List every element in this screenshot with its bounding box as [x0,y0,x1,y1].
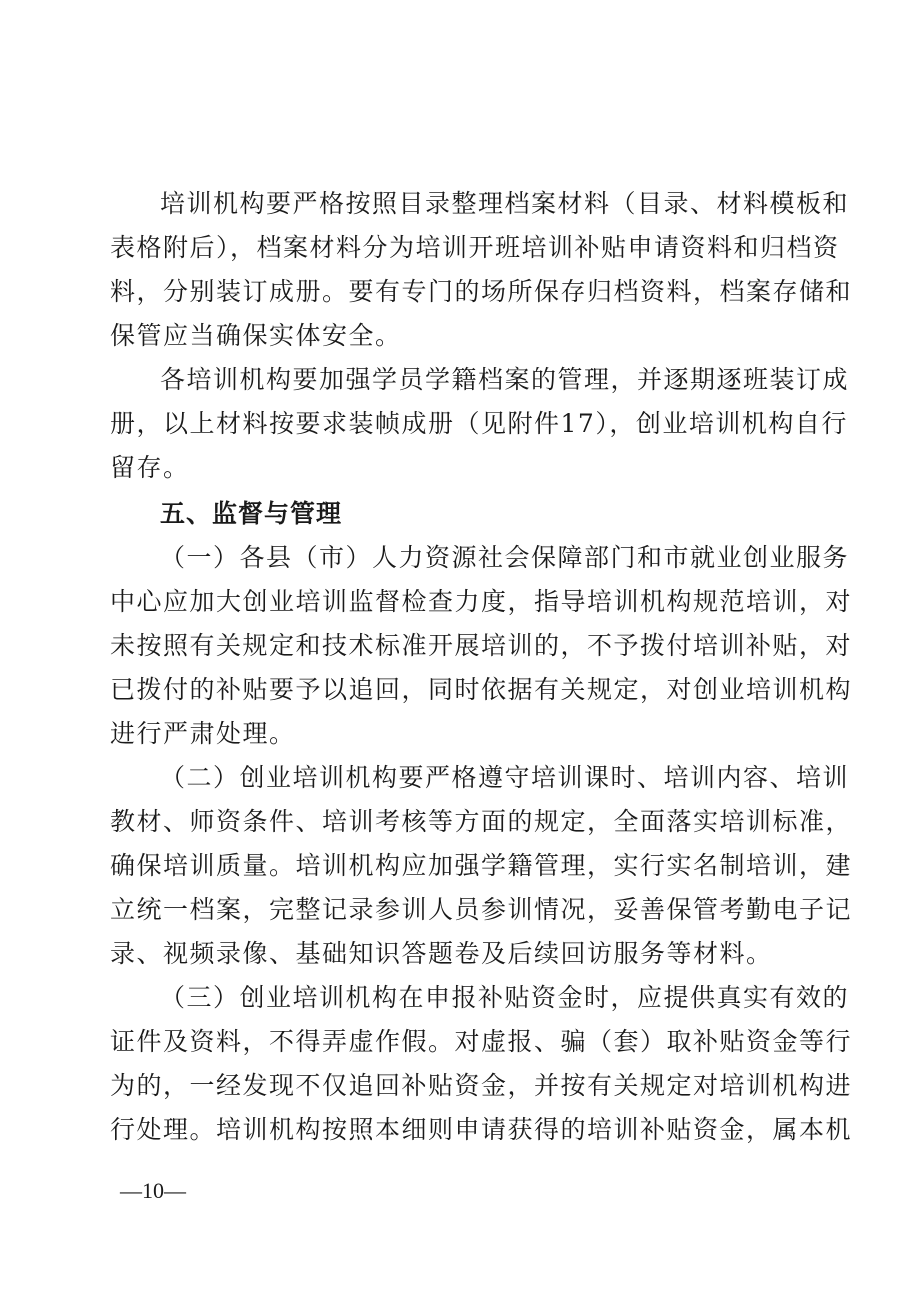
body-line: 册，以上材料按要求装帧成册（见附件17），创业培训机构自行 [110,409,848,438]
body-line: （二）创业培训机构要严格遵守培训课时、培训内容、培训 [160,763,850,792]
body-line: 立统一档案，完整记录参训人员参训情况，妥善保管考勤电子记 [110,895,853,924]
body-line: 已拨付的补贴要予以追回，同时依据有关规定，对创业培训机构 [110,675,853,704]
body-line: 保管应当确保实体安全。 [110,321,402,350]
body-line: 录、视频录像、基础知识答题卷及后续回访服务等材料。 [110,939,773,968]
body-line: 中心应加大创业培训监督检查力度，指导培训机构规范培训，对 [110,587,853,616]
body-line: 表格附后），档案材料分为培训开班培训补贴申请资料和归档资 [110,233,840,262]
body-line: 留存。 [110,453,190,482]
body-line: 教材、师资条件、培训考核等方面的规定，全面落实培训标准， [110,807,853,836]
body-line: 料，分别装订成册。要有专门的场所保存归档资料，档案存储和 [110,277,853,306]
body-line: 各培训机构要加强学员学籍档案的管理，并逐期逐班装订成 [160,365,850,394]
body-line: （三）创业培训机构在申报补贴资金时，应提供真实有效的 [160,983,850,1012]
body-line: （一）各县（市）人力资源社会保障部门和市就业创业服务 [160,543,850,572]
body-line: 行处理。培训机构按照本细则申请获得的培训补贴资金，属本机 [110,1115,853,1144]
body-line: 证件及资料，不得弄虚作假。对虚报、骗（套）取补贴资金等行 [110,1027,853,1056]
page-number: —10— [120,1178,186,1203]
body-line: 培训机构要严格按照目录整理档案材料（目录、材料模板和 [160,189,850,218]
body-line: 确保培训质量。培训机构应加强学籍管理，实行实名制培训，建 [110,851,853,880]
body-line: 未按照有关规定和技术标准开展培训的，不予拨付培训补贴，对 [110,631,853,660]
section-heading: 五、监督与管理 [160,499,343,528]
body-line: 为的，一经发现不仅追回补贴资金，并按有关规定对培训机构进 [110,1071,853,1100]
body-line: 进行严肃处理。 [110,719,296,748]
